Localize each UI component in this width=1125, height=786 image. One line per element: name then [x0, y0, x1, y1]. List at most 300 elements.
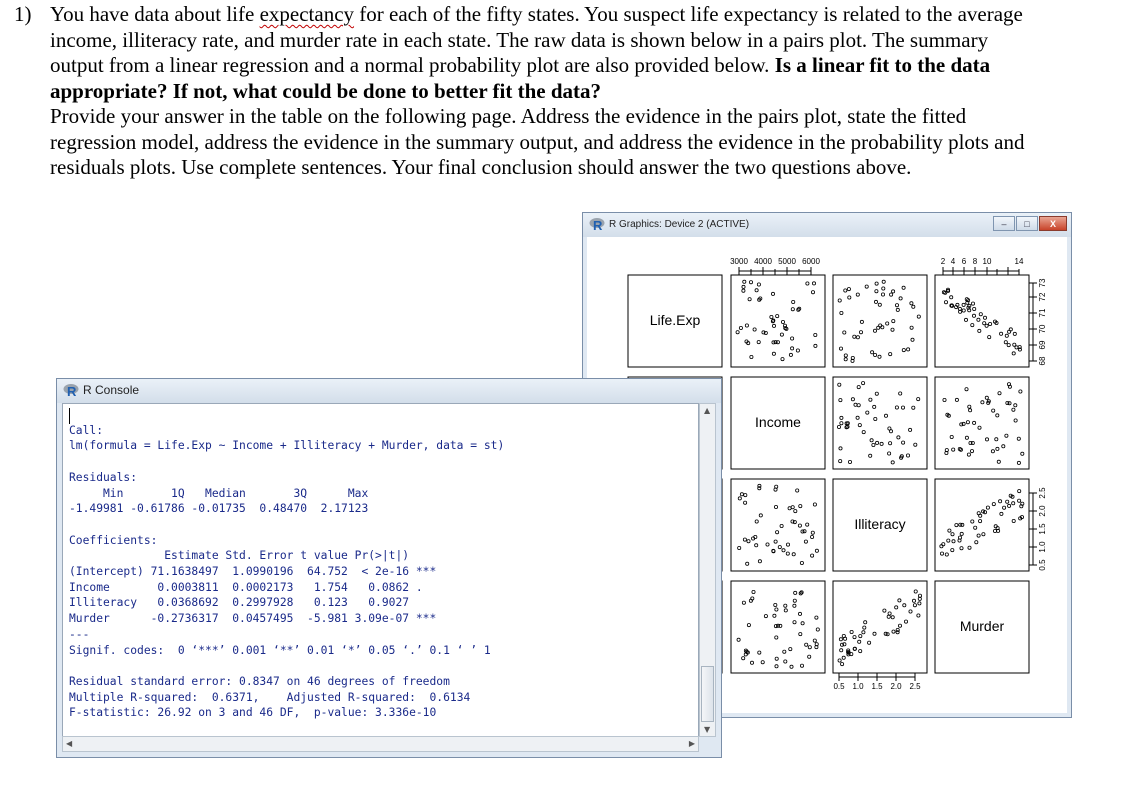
scatter-point — [917, 614, 920, 617]
scatter-point — [842, 656, 845, 659]
scatter-point — [793, 604, 796, 607]
question-line-1: You have data about life expectancy for each of the fifty states. You suspect life expectancy is related to the average — [50, 2, 1023, 26]
scatter-point — [844, 637, 847, 640]
scatter-point — [844, 289, 847, 292]
scatter-point — [971, 324, 974, 327]
scatter-point — [891, 328, 894, 331]
scatter-point — [996, 447, 999, 450]
scatter-point — [962, 303, 965, 306]
scatter-point — [758, 560, 761, 563]
scatter-point — [743, 280, 746, 283]
scatter-point — [979, 313, 982, 316]
scatter-point — [737, 638, 740, 641]
scatter-point — [1004, 341, 1007, 344]
scatter-point — [781, 320, 784, 323]
scatter-point — [945, 553, 948, 556]
scatter-point — [782, 549, 785, 552]
scroll-thumb[interactable] — [701, 666, 714, 722]
scatter-point — [869, 398, 872, 401]
minimize-icon: – — [1001, 218, 1007, 229]
scatter-point — [813, 503, 816, 506]
scatter-point — [881, 326, 884, 329]
scatter-point — [977, 512, 980, 515]
scroll-left-icon[interactable]: ◀ — [66, 739, 73, 748]
scatter-point — [995, 438, 998, 441]
scatter-point — [774, 540, 777, 543]
scatter-point — [965, 388, 968, 391]
scatter-point — [1019, 390, 1022, 393]
scatter-point — [971, 302, 974, 305]
scatter-point — [776, 531, 779, 534]
scatter-point — [791, 506, 794, 509]
scatter-point — [962, 309, 965, 312]
scatter-point — [786, 543, 789, 546]
scatter-point — [1009, 328, 1012, 331]
scatter-point — [951, 533, 954, 536]
scatter-point — [876, 441, 879, 444]
scatter-point — [999, 500, 1002, 503]
scatter-point — [745, 324, 748, 327]
scatter-point — [955, 524, 958, 527]
tick-illiteracy: 2.0 — [1038, 505, 1047, 517]
scatter-point — [1012, 408, 1015, 411]
scatter-point — [815, 616, 818, 619]
close-icon: X — [1049, 218, 1056, 229]
scatter-point — [899, 297, 902, 300]
scatter-point — [952, 540, 955, 543]
scatter-point — [892, 320, 895, 323]
scroll-right-icon[interactable]: ▶ — [688, 739, 695, 748]
scatter-point — [811, 291, 814, 294]
scatter-point — [909, 428, 912, 431]
scatter-point — [889, 353, 892, 356]
scatter-point — [914, 590, 917, 593]
console-output: Call: lm(formula = Life.Exp ~ Income + Illiteracy + Murder, data = st) Residuals: Min 1Q Median 3Q Max -1.49981 -0.61786 -0.01735 0.48470 2.17123 Coefficients: Estimate Std. Error t value Pr(>|t|) (Intercept) 71.1638497 1.0990196 64.752 < 2e-16 *** Income 0.0003811 0.0002173 1.754 0.0862 . Illiteracy 0.0368692 0.2997928 0.123 0.9027 Murder -0.2736317 0.0457495 -5.981 3.09e-07 *** --- Signif. codes: 0 ‘***’ 0.001 ‘**’ 0.01 ‘*’ 0.05 ‘.’ 0.1 ‘ ’ 1 Residual standard error: 0.8347 on 46 degrees of freedom Multiple R-squared: 0.6371, Adjusted R-squared: 0.6134 F-statistic: 26.92 on 3 and 46 DF, p-value: 3.336e-10 — [69, 423, 505, 720]
tick-illiteracy-x: 2.5 — [909, 682, 921, 691]
scatter-point — [910, 302, 913, 305]
scatter-point — [844, 354, 847, 357]
scatter-point — [890, 293, 893, 296]
scatter-point — [1006, 500, 1009, 503]
scatter-point — [758, 651, 761, 654]
scatter-point — [875, 282, 878, 285]
scatter-point — [837, 425, 840, 428]
scatter-point — [978, 426, 981, 429]
scatter-point — [808, 655, 811, 658]
scatter-point — [812, 282, 815, 285]
scatter-point — [736, 331, 739, 334]
tick-illiteracy: 1.0 — [1038, 541, 1047, 553]
maximize-icon: □ — [1024, 218, 1030, 229]
question-text — [14, 2, 1114, 181]
scatter-point — [805, 643, 808, 646]
scatter-point — [838, 299, 841, 302]
scatter-point — [844, 358, 847, 361]
scatter-point — [800, 664, 803, 667]
scatter-point — [848, 296, 851, 299]
scatter-point — [878, 303, 881, 306]
scatter-point — [969, 441, 972, 444]
tick-murder: 4 — [950, 257, 956, 266]
scatter-point — [811, 554, 814, 557]
scatter-point — [873, 405, 876, 408]
scatter-point — [791, 308, 794, 311]
r-console-window[interactable] — [56, 378, 722, 758]
scatter-point — [912, 305, 915, 308]
scatter-point — [974, 526, 977, 529]
tick-lifeexp: 72 — [1038, 292, 1047, 302]
horizontal-scrollbar[interactable] — [62, 736, 699, 752]
tick-murder: 8 — [972, 257, 978, 266]
scatter-point — [1014, 404, 1017, 407]
scatter-point — [740, 493, 743, 496]
scatter-point — [950, 435, 953, 438]
scatter-point — [1018, 490, 1021, 493]
scatter-point — [886, 322, 889, 325]
diag-label-income: Income — [755, 414, 801, 430]
scatter-point — [800, 561, 803, 564]
scatter-point — [744, 501, 747, 504]
scatter-point — [985, 438, 988, 441]
scatter-point — [839, 638, 842, 641]
tick-lifeexp: 68 — [1038, 356, 1047, 366]
scatter-point — [738, 546, 741, 549]
scatter-point — [850, 630, 853, 633]
scatter-point — [747, 624, 750, 627]
scatter-point — [1008, 402, 1011, 405]
scatter-point — [1021, 452, 1024, 455]
scatter-point — [892, 290, 895, 293]
scatter-point — [883, 609, 886, 612]
r-logo-icon — [589, 216, 605, 232]
scatter-point — [1007, 344, 1010, 347]
scatter-point — [909, 610, 912, 613]
scatter-point — [789, 648, 792, 651]
scatter-point — [903, 604, 906, 607]
scatter-point — [772, 324, 775, 327]
scatter-point — [789, 353, 792, 356]
scatter-point — [859, 331, 862, 334]
console-titlebar[interactable] — [57, 379, 721, 403]
scatter-point — [960, 547, 963, 550]
scatter-point — [873, 632, 876, 635]
scatter-point — [808, 646, 811, 649]
scatter-point — [979, 520, 982, 523]
scatter-point — [742, 657, 745, 660]
tick-murder: 2 — [940, 257, 946, 266]
scatter-point — [888, 612, 891, 615]
scatter-point — [913, 604, 916, 607]
question-line-2: income, illiteracy rate, and murder rate in each state. The raw data is shown below in a pairs plot. The summary — [50, 27, 989, 52]
scatter-point — [977, 534, 980, 537]
scatter-point — [859, 650, 862, 653]
panel-box — [935, 377, 1029, 469]
scatter-point — [799, 633, 802, 636]
scatter-point — [981, 401, 984, 404]
scatter-point — [907, 348, 910, 351]
scatter-point — [1017, 437, 1020, 440]
scatter-point — [918, 594, 921, 597]
scatter-point — [865, 285, 868, 288]
scatter-point — [912, 406, 915, 409]
scatter-point — [856, 336, 859, 339]
scatter-point — [747, 540, 750, 543]
scatter-point — [794, 510, 797, 513]
panel-box — [833, 377, 927, 469]
tick-illiteracy: 0.5 — [1038, 559, 1047, 571]
scatter-point — [880, 442, 883, 445]
tick-illiteracy: 2.5 — [1038, 487, 1047, 499]
scatter-point — [853, 335, 856, 338]
scatter-point — [971, 520, 974, 523]
console-title: R Console — [83, 383, 140, 397]
scatter-point — [955, 398, 958, 401]
scatter-point — [944, 301, 947, 304]
scatter-point — [951, 549, 954, 552]
spellcheck-word: expectancy — [259, 2, 355, 26]
panel-box — [935, 479, 1029, 571]
scatter-point — [863, 626, 866, 629]
scatter-point — [1003, 506, 1006, 509]
scatter-point — [811, 531, 814, 534]
scatter-point — [814, 344, 817, 347]
scatter-point — [968, 546, 971, 549]
minimize-button[interactable] — [993, 216, 1015, 231]
scatter-point — [1018, 499, 1021, 502]
scatter-point — [857, 404, 860, 407]
scatter-point — [854, 403, 857, 406]
scatter-point — [1000, 332, 1003, 335]
scatter-point — [840, 416, 843, 419]
scatter-point — [983, 316, 986, 319]
scatter-point — [774, 341, 777, 344]
scatter-point — [947, 539, 950, 542]
scatter-point — [895, 606, 898, 609]
graphics-titlebar[interactable] — [583, 213, 1071, 237]
close-button[interactable] — [1039, 216, 1067, 231]
scatter-point — [872, 443, 875, 446]
scatter-point — [858, 640, 861, 643]
scatter-point — [864, 621, 867, 624]
scatter-point — [943, 398, 946, 401]
scatter-point — [781, 358, 784, 361]
scatter-point — [878, 355, 881, 358]
scatter-point — [838, 383, 841, 386]
scatter-point — [898, 599, 901, 602]
scatter-point — [912, 599, 915, 602]
scatter-point — [977, 318, 980, 321]
scatter-point — [889, 442, 892, 445]
scatter-point — [1012, 502, 1015, 505]
question-line-5: Provide your answer in the table on the following page. Address the evidence in the pairs plot, state the fitted — [50, 104, 967, 128]
scatter-point — [1012, 519, 1015, 522]
scatter-point — [997, 460, 1000, 463]
scatter-point — [778, 546, 781, 549]
scatter-point — [798, 612, 801, 615]
scatter-point — [914, 443, 917, 446]
scatter-point — [975, 541, 978, 544]
scatter-point — [860, 320, 863, 323]
scatter-point — [918, 597, 921, 600]
scatter-point — [895, 304, 898, 307]
scatter-point — [874, 300, 877, 303]
scatter-point — [972, 314, 975, 317]
scatter-point — [843, 331, 846, 334]
svg-text:R: R — [67, 384, 77, 398]
scatter-point — [895, 406, 898, 409]
scatter-point — [786, 552, 789, 555]
scatter-point — [840, 311, 843, 314]
scatter-point — [750, 355, 753, 358]
scatter-point — [896, 308, 899, 311]
scatter-point — [839, 399, 842, 402]
scatter-point — [959, 523, 962, 526]
scatter-point — [839, 460, 842, 463]
maximize-button[interactable] — [1016, 216, 1038, 231]
scatter-point — [744, 494, 747, 497]
scatter-point — [879, 324, 882, 327]
scatter-point — [766, 543, 769, 546]
scatter-point — [752, 590, 755, 593]
scroll-up-icon[interactable]: ▲ — [704, 406, 711, 415]
scatter-point — [792, 300, 795, 303]
scatter-point — [891, 616, 894, 619]
scatter-point — [758, 484, 761, 487]
scatter-point — [851, 398, 854, 401]
scatter-point — [801, 622, 804, 625]
scatter-point — [755, 544, 758, 547]
scatter-point — [889, 430, 892, 433]
tick-income: 5000 — [778, 257, 796, 266]
scatter-point — [764, 615, 767, 618]
tick-lifeexp: 69 — [1038, 340, 1047, 350]
tick-illiteracy-x: 1.5 — [871, 682, 883, 691]
scatter-point — [978, 329, 981, 332]
scatter-point — [960, 532, 963, 535]
console-output-pane[interactable] — [62, 403, 699, 737]
scatter-point — [871, 351, 874, 354]
scatter-point — [967, 453, 970, 456]
graphics-title: R Graphics: Device 2 (ACTIVE) — [609, 219, 750, 230]
scatter-point — [839, 447, 842, 450]
question-bold-1: Is a linear fit to the data — [774, 53, 991, 77]
scatter-point — [888, 452, 891, 455]
scatter-point — [985, 396, 988, 399]
scatter-point — [755, 289, 758, 292]
tick-illiteracy-x: 1.0 — [852, 682, 864, 691]
scatter-point — [796, 349, 799, 352]
question-line-6: regression model, address the evidence in the summary output, and address the evidence in the probability plots and — [50, 129, 1025, 154]
scatter-point — [772, 352, 775, 355]
scatter-point — [775, 657, 778, 660]
scatter-point — [759, 514, 762, 517]
scatter-point — [790, 665, 793, 668]
scatter-point — [775, 608, 778, 611]
scatter-point — [757, 341, 760, 344]
tick-illiteracy-x: 2.0 — [890, 682, 902, 691]
scatter-point — [973, 421, 976, 424]
scatter-point — [940, 545, 943, 548]
scatter-point — [882, 280, 885, 283]
scroll-down-icon[interactable]: ▼ — [704, 725, 711, 734]
scatter-point — [952, 448, 955, 451]
scatter-point — [973, 307, 976, 310]
scatter-point — [992, 409, 995, 412]
scatter-point — [917, 398, 920, 401]
scatter-point — [870, 439, 873, 442]
scatter-point — [755, 520, 758, 523]
scatter-point — [806, 282, 809, 285]
tick-illiteracy: 1.5 — [1038, 523, 1047, 535]
scatter-point — [757, 283, 760, 286]
scatter-point — [991, 450, 994, 453]
scatter-point — [742, 285, 745, 288]
scatter-point — [897, 436, 900, 439]
question-line-3: output from a linear regression and a normal probability plot are also provided below. Is a linear fit to the data — [50, 53, 991, 77]
scatter-point — [1015, 346, 1018, 349]
tick-murder: 14 — [1014, 257, 1024, 266]
scatter-point — [792, 553, 795, 556]
scatter-point — [811, 535, 814, 538]
question-number: 1) — [14, 2, 32, 26]
scatter-point — [986, 506, 989, 509]
scatter-point — [774, 603, 777, 606]
scatter-point — [806, 523, 809, 526]
tick-murder: 10 — [982, 257, 992, 266]
tick-lifeexp: 70 — [1038, 324, 1047, 334]
scatter-point — [838, 659, 841, 662]
scatter-point — [902, 286, 905, 289]
scatter-point — [780, 524, 783, 527]
scatter-point — [793, 621, 796, 624]
scatter-point — [753, 328, 756, 331]
scatter-point — [862, 382, 865, 385]
scatter-point — [816, 628, 819, 631]
r-logo-icon — [63, 382, 79, 398]
scatter-point — [813, 639, 816, 642]
scatter-point — [1014, 419, 1017, 422]
scatter-point — [839, 347, 842, 350]
scatter-point — [892, 630, 895, 633]
scatter-point — [982, 533, 985, 536]
scatter-point — [887, 615, 890, 618]
scatter-point — [906, 454, 909, 457]
scatter-point — [791, 347, 794, 350]
scatter-point — [917, 315, 920, 318]
scatter-point — [965, 436, 968, 439]
scatter-point — [891, 461, 894, 464]
scatter-point — [1012, 352, 1015, 355]
scatter-point — [874, 417, 877, 420]
scatter-point — [904, 620, 907, 623]
tick-illiteracy-x: 0.5 — [833, 682, 845, 691]
scatter-point — [748, 298, 751, 301]
scatter-point — [742, 289, 745, 292]
scatter-point — [784, 609, 787, 612]
scatter-point — [902, 441, 905, 444]
vertical-scrollbar[interactable] — [699, 403, 716, 737]
question-line-4 — [50, 79, 1114, 105]
scatter-point — [911, 338, 914, 341]
scatter-point — [776, 315, 779, 318]
scatter-point — [796, 489, 799, 492]
tick-murder: 6 — [961, 257, 967, 266]
scatter-point — [902, 349, 905, 352]
scatter-point — [940, 552, 943, 555]
scatter-point — [862, 631, 865, 634]
scatter-point — [1002, 445, 1005, 448]
scatter-point — [814, 333, 817, 336]
